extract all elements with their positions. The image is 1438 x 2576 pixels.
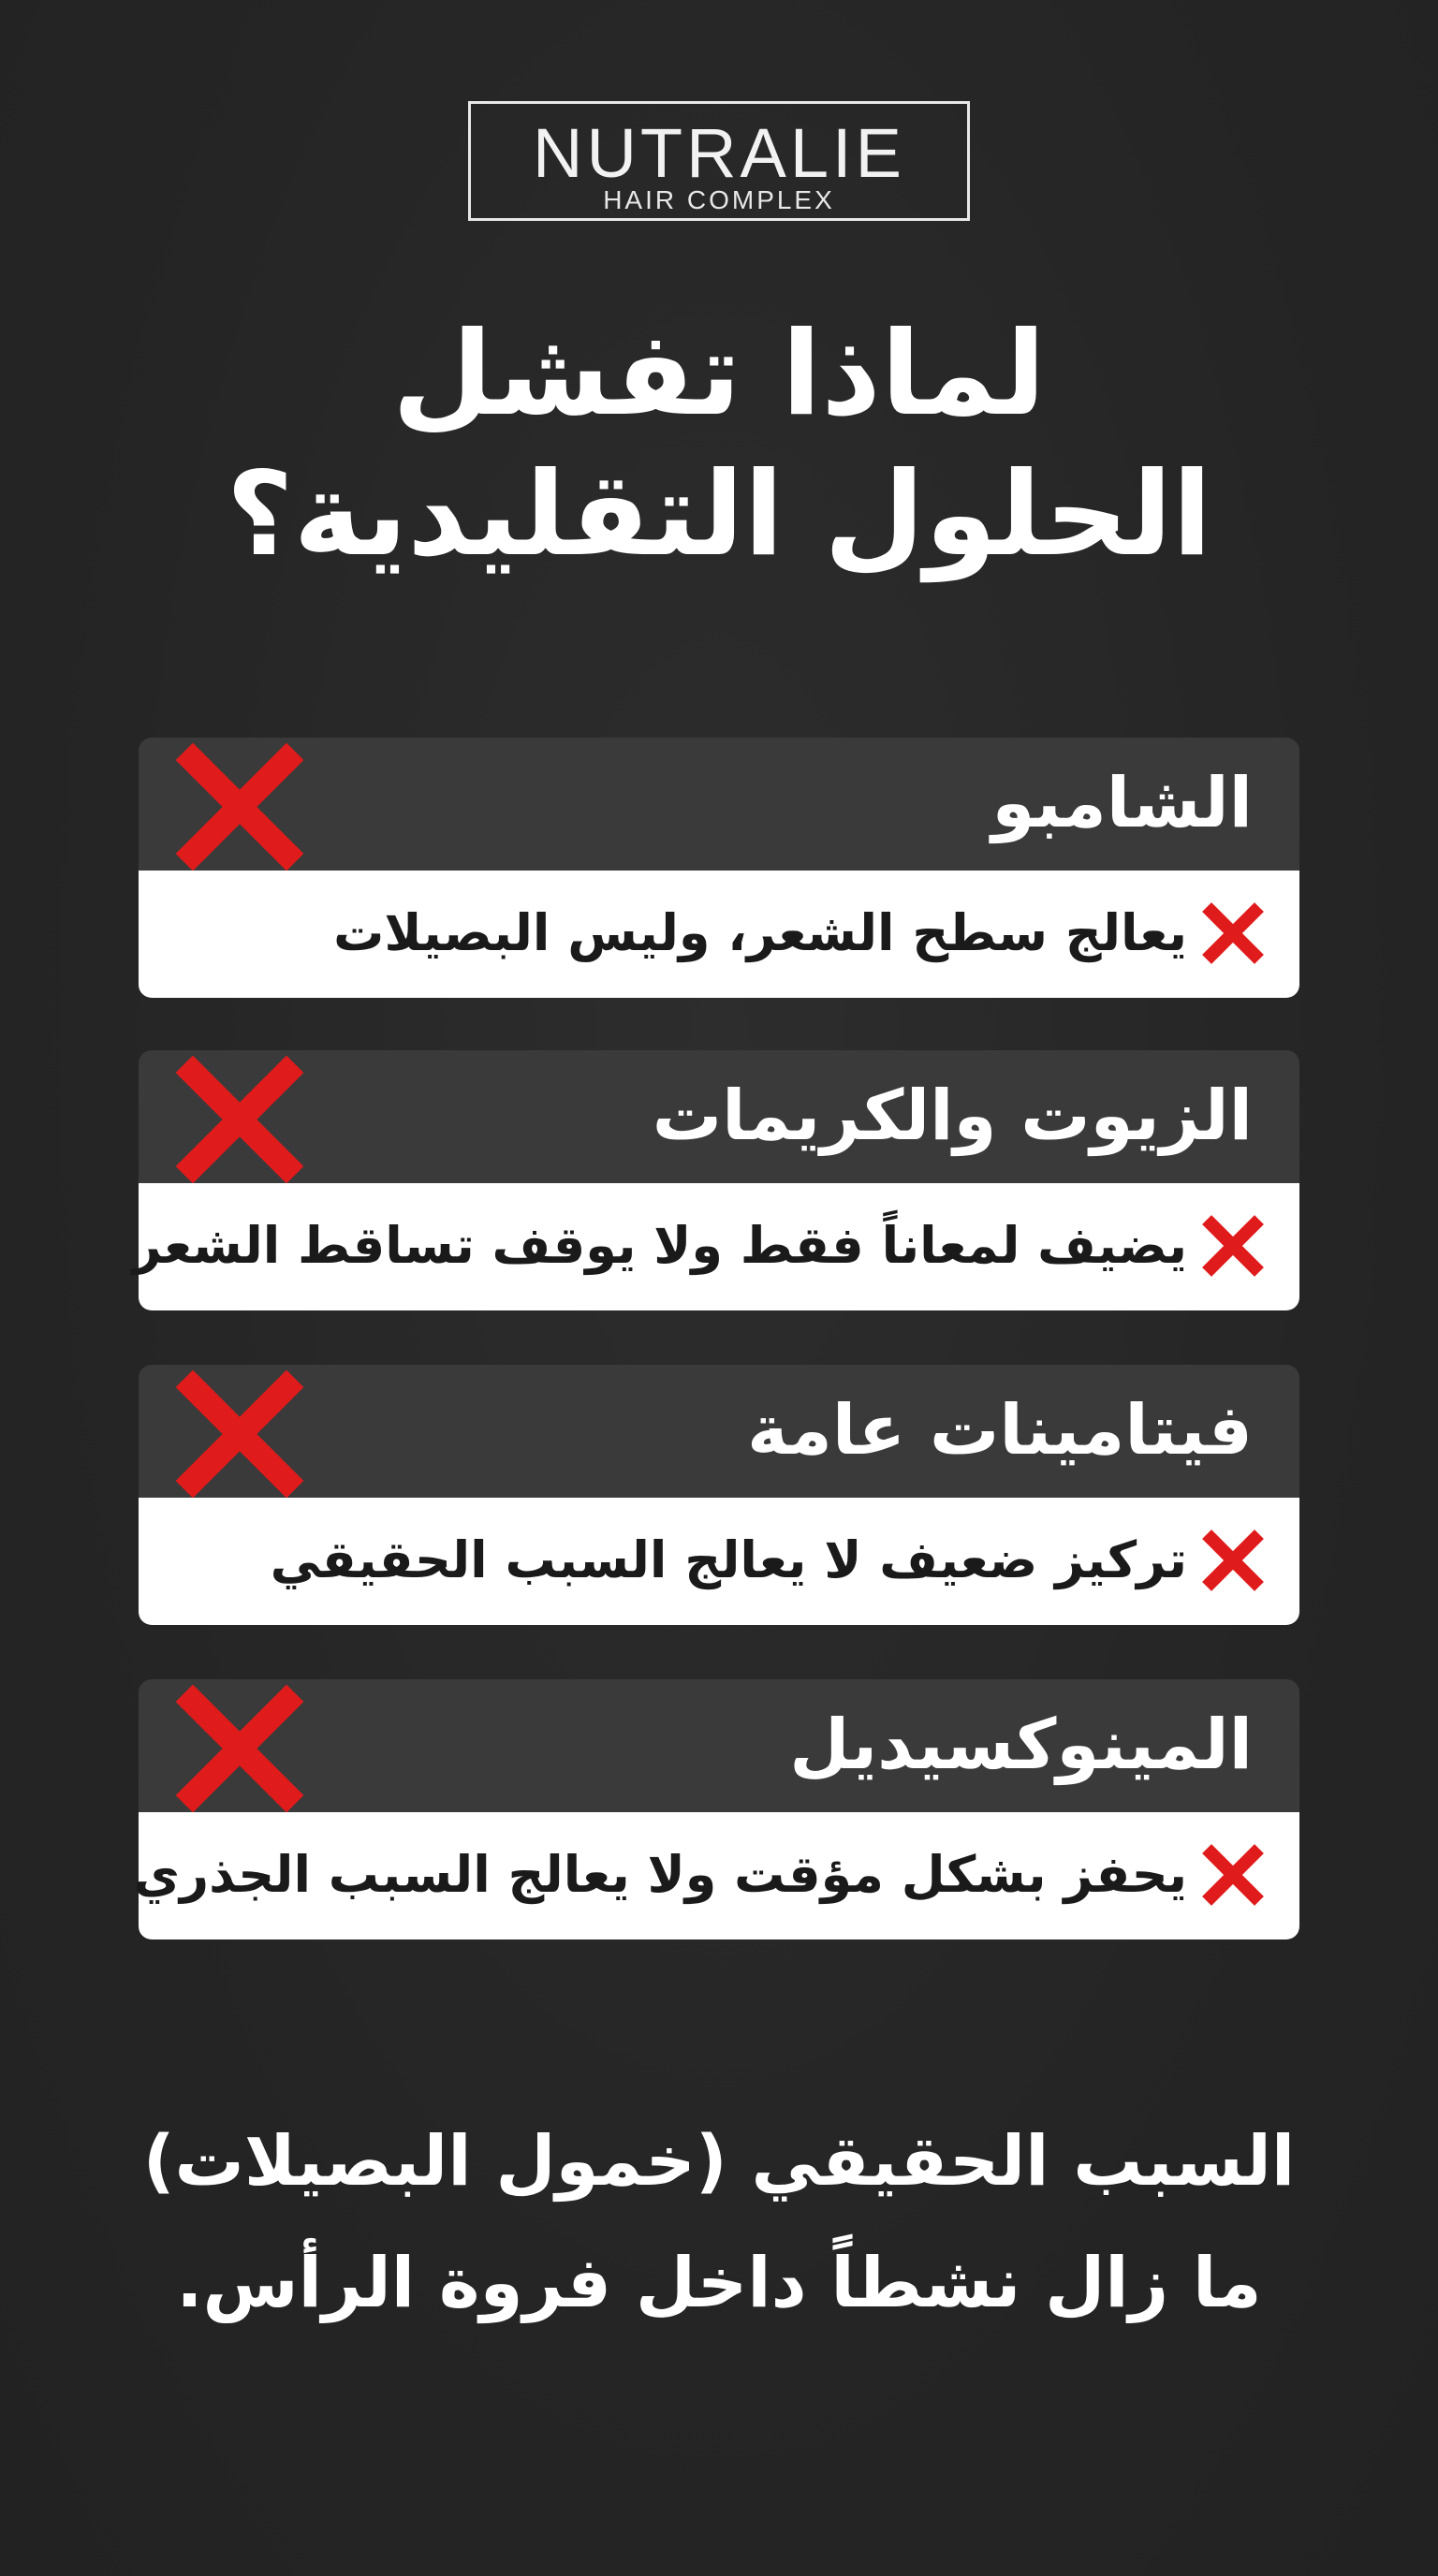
cross-mark-icon <box>1202 1215 1264 1277</box>
headline-line-1: لماذا تفشل <box>391 307 1047 442</box>
footer-line-2: ما زال نشطاً داخل فروة الرأس. <box>176 2243 1262 2323</box>
cross-mark-icon <box>1202 1530 1264 1591</box>
card-title: الزيوت والكريمات <box>652 1076 1253 1156</box>
brand-name: NUTRALIE <box>533 114 905 192</box>
solution-card <box>132 1050 1299 1314</box>
cross-mark-icon <box>176 1370 303 1498</box>
card-body <box>139 871 1299 998</box>
card-description: يضيف لمعاناً فقط ولا يوقف تساقط الشعر <box>132 1216 1187 1275</box>
card-description: يعالج سطح الشعر، وليس البصيلات <box>333 903 1187 962</box>
card-body <box>132 1183 1299 1310</box>
cross-mark-icon <box>176 1056 303 1183</box>
card-header <box>139 1679 1299 1812</box>
solution-card <box>133 1679 1299 1943</box>
brand-subtitle: HAIR COMPLEX <box>603 185 835 214</box>
headline-line-2: الحلول التقليدية؟ <box>226 447 1212 582</box>
footer-line-1: السبب الحقيقي (خمول البصيلات) <box>142 2121 1296 2202</box>
card-description: تركيز ضعيف لا يعالج السبب الحقيقي <box>270 1530 1187 1589</box>
card-header <box>139 738 1299 871</box>
cross-mark-icon <box>176 1685 303 1812</box>
card-title: الشامبو <box>991 763 1253 843</box>
card-description: يحفز بشكل مؤقت ولا يعالج السبب الجذري <box>133 1845 1187 1904</box>
solution-card <box>139 738 1299 1002</box>
card-body <box>139 1498 1299 1625</box>
cross-mark-icon <box>1202 902 1264 964</box>
brand-logo <box>468 101 970 221</box>
card-body <box>133 1812 1299 1939</box>
card-header <box>139 1050 1299 1183</box>
card-title: فيتامينات عامة <box>747 1390 1253 1471</box>
cross-mark-icon <box>176 743 303 871</box>
card-header <box>139 1365 1299 1498</box>
solution-card <box>139 1365 1299 1629</box>
card-title: المينوكسيديل <box>789 1705 1253 1785</box>
cross-mark-icon <box>1202 1844 1264 1906</box>
